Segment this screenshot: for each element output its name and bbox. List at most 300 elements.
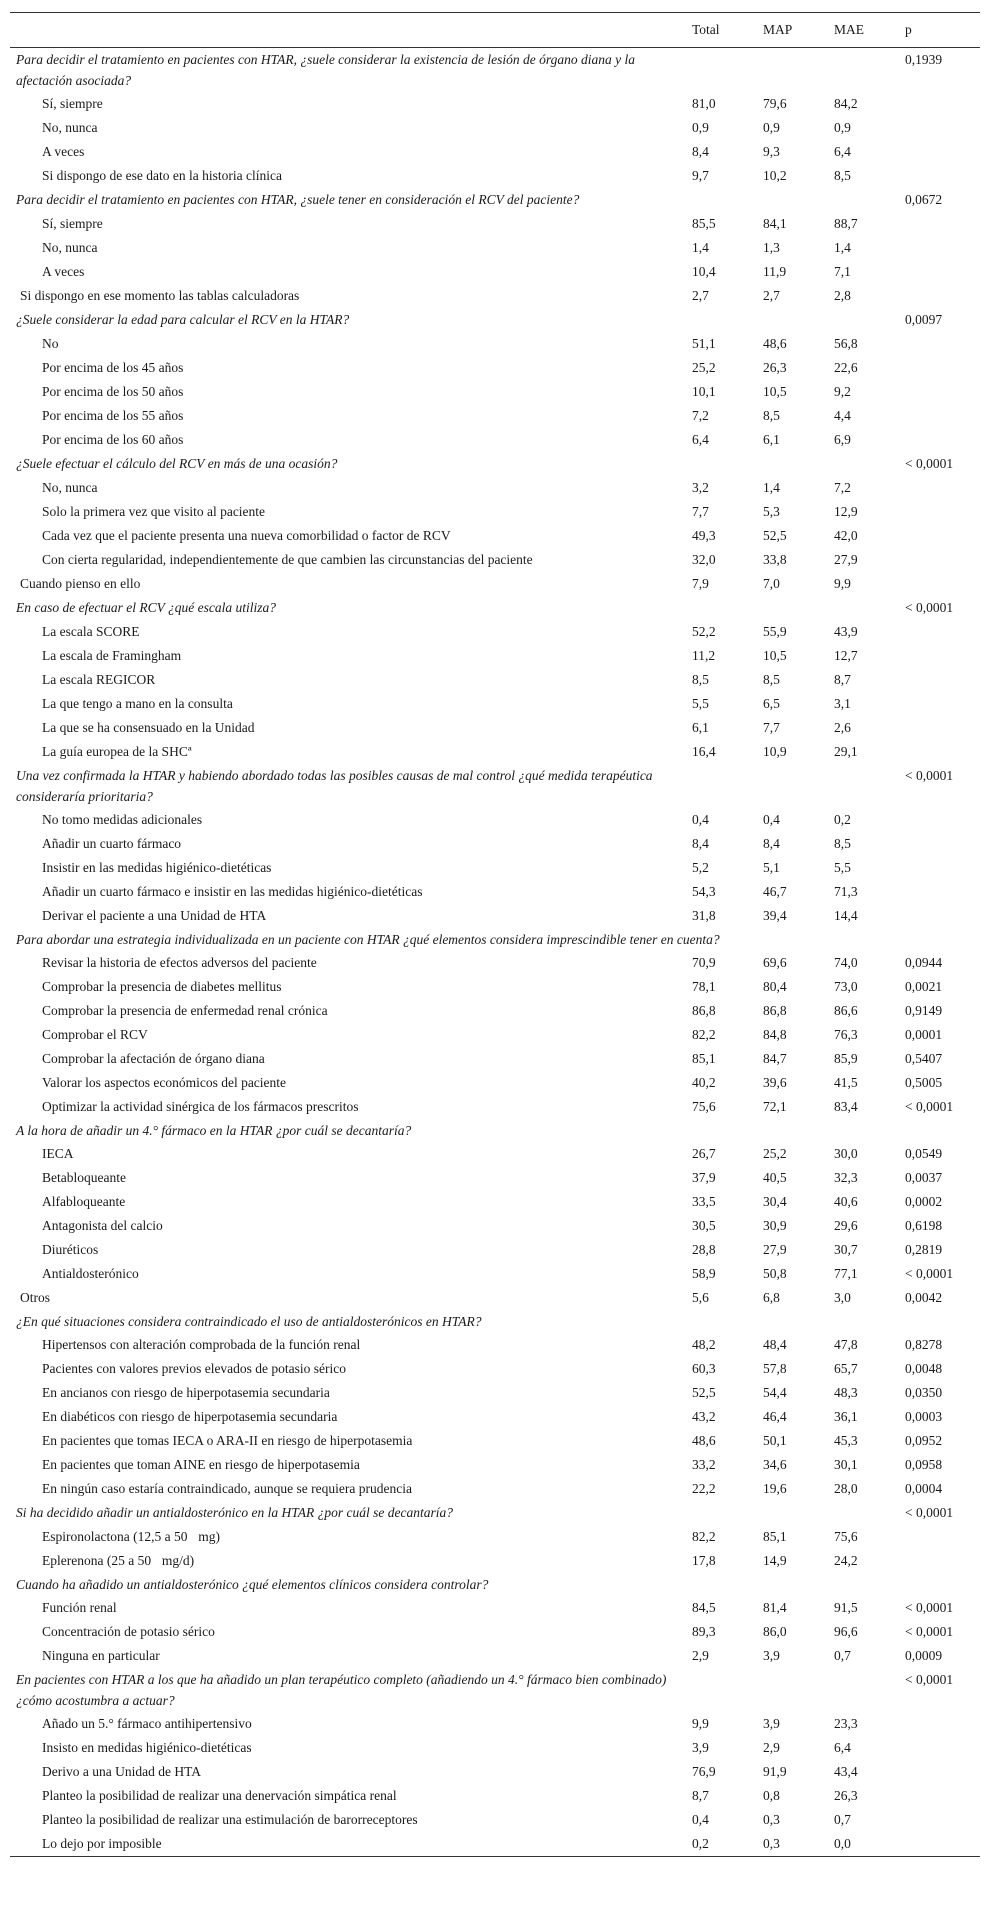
- cell-p: [899, 356, 980, 380]
- answer-label: Eplerenona (25 a 50 mg/d): [42, 1553, 195, 1568]
- question-row: [10, 1501, 980, 1525]
- cell-map: 0,4: [763, 812, 780, 827]
- cell-p: [899, 164, 980, 188]
- cell-total: 6,4: [692, 432, 709, 447]
- question-label: Cuando ha añadido un antialdosterónico ¿qué elementos clínicos considera controlar?: [16, 1577, 489, 1592]
- cell-p: 0,0042: [905, 1290, 943, 1305]
- cell-map: 33,8: [763, 552, 787, 567]
- cell-map: 14,9: [763, 1553, 787, 1568]
- cell-total: 0,9: [692, 120, 709, 135]
- cell-total: 30,5: [692, 1218, 716, 1233]
- answer-label: Por encima de los 60 años: [42, 432, 184, 447]
- cell-map: [757, 1119, 828, 1142]
- cell-mae: 9,9: [834, 576, 851, 591]
- survey-results-table: [10, 12, 980, 1857]
- cell-p: 0,0350: [905, 1385, 943, 1400]
- answer-label: No tomo medidas adicionales: [42, 812, 203, 827]
- cell-total: 7,2: [692, 408, 709, 423]
- cell-map: 86,8: [763, 1003, 787, 1018]
- cell-map: 10,2: [763, 168, 787, 183]
- cell-total: [686, 1501, 757, 1525]
- answer-label: Comprobar la afectación de órgano diana: [42, 1051, 265, 1066]
- cell-mae: [828, 596, 899, 620]
- cell-p: 0,0002: [905, 1194, 943, 1209]
- answer-label: Si dispongo en ese momento las tablas calculadoras: [20, 288, 300, 303]
- cell-total: 28,8: [692, 1242, 716, 1257]
- answer-label: Derivo a una Unidad de HTA: [42, 1764, 201, 1779]
- question-label: Si ha decidido añadir un antialdosterónico en la HTAR ¿por cuál se decantaría?: [16, 1505, 453, 1520]
- cell-mae: 32,3: [834, 1170, 858, 1185]
- cell-total: 75,6: [692, 1099, 716, 1114]
- answer-label: Derivar el paciente a una Unidad de HTA: [42, 908, 267, 923]
- answer-row: [10, 1832, 980, 1857]
- cell-p: 0,2819: [905, 1242, 943, 1257]
- answer-label: Cuando pienso en ello: [20, 576, 141, 591]
- cell-mae: 14,4: [834, 908, 858, 923]
- cell-mae: 0,7: [834, 1648, 851, 1663]
- question-row: [10, 928, 980, 951]
- cell-p: < 0,0001: [905, 1672, 954, 1687]
- question-row: [10, 188, 980, 212]
- cell-p: [899, 692, 980, 716]
- cell-p: [899, 92, 980, 116]
- cell-mae: 77,1: [834, 1266, 858, 1281]
- cell-map: 48,6: [763, 336, 787, 351]
- answer-label: A veces: [42, 144, 85, 159]
- cell-total: 3,9: [692, 1740, 709, 1755]
- question-label: En pacientes con HTAR a los que ha añadido un plan terapéutico completo (añadiendo un 4.° fármaco bien combinado) ¿cómo acostumbra a actuar?: [16, 1672, 667, 1708]
- cell-map: [757, 596, 828, 620]
- cell-map: 11,9: [763, 264, 787, 279]
- cell-p: [899, 880, 980, 904]
- cell-total: [686, 48, 757, 93]
- cell-total: 1,4: [692, 240, 709, 255]
- cell-mae: 65,7: [834, 1361, 858, 1376]
- cell-map: [757, 48, 828, 93]
- question-row: [10, 452, 980, 476]
- cell-mae: 30,1: [834, 1457, 858, 1472]
- cell-map: 10,5: [763, 384, 787, 399]
- answer-label: Otros: [20, 1290, 50, 1305]
- cell-p: [899, 856, 980, 880]
- cell-total: [686, 188, 757, 212]
- answer-label: Insistir en las medidas higiénico-dietéticas: [42, 860, 272, 875]
- cell-map: 3,9: [763, 1716, 780, 1731]
- cell-total: 33,5: [692, 1194, 716, 1209]
- cell-p: < 0,0001: [905, 1624, 954, 1639]
- cell-p: [899, 116, 980, 140]
- answer-label: Betabloqueante: [42, 1170, 126, 1185]
- cell-mae: 8,5: [834, 836, 851, 851]
- cell-total: 9,7: [692, 168, 709, 183]
- cell-map: 84,1: [763, 216, 787, 231]
- answer-label: En pacientes que tomas IECA o ARA-II en riesgo de hiperpotasemia: [42, 1433, 413, 1448]
- cell-total: 89,3: [692, 1624, 716, 1639]
- cell-mae: 9,2: [834, 384, 851, 399]
- cell-mae: 6,9: [834, 432, 851, 447]
- cell-p: < 0,0001: [905, 1505, 954, 1520]
- cell-map: [757, 452, 828, 476]
- cell-p: < 0,0001: [905, 1099, 954, 1114]
- cell-total: 31,8: [692, 908, 716, 923]
- answer-row: [10, 1071, 980, 1095]
- cell-map: 8,4: [763, 836, 780, 851]
- cell-p: < 0,0001: [905, 600, 954, 615]
- answer-row: [10, 548, 980, 572]
- cell-p: 0,0958: [905, 1457, 943, 1472]
- cell-total: 25,2: [692, 360, 716, 375]
- answer-row: [10, 428, 980, 452]
- cell-mae: 74,0: [834, 955, 858, 970]
- answer-label: A veces: [42, 264, 85, 279]
- cell-mae: 76,3: [834, 1027, 858, 1042]
- question-label: ¿En qué situaciones considera contraindicado el uso de antialdosterónicos en HTAR?: [16, 1314, 482, 1329]
- cell-p: [899, 1784, 980, 1808]
- cell-mae: 5,5: [834, 860, 851, 875]
- cell-total: 78,1: [692, 979, 716, 994]
- answer-row: [10, 404, 980, 428]
- cell-p: 0,0549: [905, 1146, 943, 1161]
- answer-row: [10, 1808, 980, 1832]
- answer-row: [10, 1405, 980, 1429]
- answer-label: En ancianos con riesgo de hiperpotasemia secundaria: [42, 1385, 330, 1400]
- cell-p: [899, 1119, 980, 1142]
- cell-map: 84,8: [763, 1027, 787, 1042]
- cell-map: 34,6: [763, 1457, 787, 1472]
- answer-label: En pacientes que toman AINE en riesgo de hiperpotasemia: [42, 1457, 360, 1472]
- question-row: [10, 308, 980, 332]
- cell-total: 5,6: [692, 1290, 709, 1305]
- cell-p: 0,5407: [905, 1051, 943, 1066]
- question-label: Una vez confirmada la HTAR y habiendo abordado todas las posibles causas de mal control ¿qué medida terapéutica consideraría prioritaria?: [16, 768, 653, 804]
- cell-total: 82,2: [692, 1529, 716, 1544]
- cell-mae: [828, 308, 899, 332]
- answer-label: Optimizar la actividad sinérgica de los fármacos prescritos: [42, 1099, 359, 1114]
- cell-mae: [828, 764, 899, 808]
- answer-label: Pacientes con valores previos elevados de potasio sérico: [42, 1361, 347, 1376]
- cell-total: 85,5: [692, 216, 716, 231]
- answer-label: Lo dejo por imposible: [42, 1836, 162, 1851]
- cell-mae: 26,3: [834, 1788, 858, 1803]
- cell-total: 5,2: [692, 860, 709, 875]
- cell-p: 0,0097: [905, 312, 943, 327]
- answer-label: Por encima de los 55 años: [42, 408, 184, 423]
- answer-row: [10, 1736, 980, 1760]
- cell-p: [899, 236, 980, 260]
- cell-map: 39,4: [763, 908, 787, 923]
- cell-mae: 3,0: [834, 1290, 851, 1305]
- answer-row: [10, 1453, 980, 1477]
- answer-row: [10, 140, 980, 164]
- cell-p: [899, 644, 980, 668]
- answer-row: [10, 668, 980, 692]
- cell-p: < 0,0001: [905, 1266, 954, 1281]
- answer-label: La escala REGICOR: [42, 672, 156, 687]
- answer-label: Diuréticos: [42, 1242, 99, 1257]
- cell-total: 51,1: [692, 336, 716, 351]
- answer-row: [10, 1549, 980, 1573]
- cell-mae: 7,2: [834, 480, 851, 495]
- cell-map: 3,9: [763, 1648, 780, 1663]
- cell-mae: 83,4: [834, 1099, 858, 1114]
- cell-map: 91,9: [763, 1764, 787, 1779]
- answer-row: [10, 1190, 980, 1214]
- question-row: [10, 48, 980, 93]
- cell-p: 0,0944: [905, 955, 943, 970]
- cell-mae: [828, 1573, 899, 1596]
- cell-p: < 0,0001: [905, 1600, 954, 1615]
- cell-total: 7,9: [692, 576, 709, 591]
- cell-mae: 24,2: [834, 1553, 858, 1568]
- cell-mae: 28,0: [834, 1481, 858, 1496]
- cell-total: 32,0: [692, 552, 716, 567]
- question-row: [10, 1310, 980, 1333]
- cell-total: 48,2: [692, 1337, 716, 1352]
- answer-row: [10, 1712, 980, 1736]
- cell-map: 48,4: [763, 1337, 787, 1352]
- cell-p: [899, 500, 980, 524]
- cell-p: [899, 1712, 980, 1736]
- cell-total: [686, 308, 757, 332]
- answer-row: [10, 716, 980, 740]
- cell-map: 6,8: [763, 1290, 780, 1305]
- answer-row: [10, 524, 980, 548]
- cell-mae: [828, 1310, 899, 1333]
- answer-row: [10, 1760, 980, 1784]
- cell-map: 30,4: [763, 1194, 787, 1209]
- answer-label: Planteo la posibilidad de realizar una estimulación de barorreceptores: [42, 1812, 418, 1827]
- cell-p: 0,6198: [905, 1218, 943, 1233]
- answer-label: No, nunca: [42, 240, 98, 255]
- answer-row: [10, 904, 980, 928]
- cell-p: [899, 808, 980, 832]
- cell-p: [899, 332, 980, 356]
- answer-label: En diabéticos con riesgo de hiperpotasemia secundaria: [42, 1409, 338, 1424]
- cell-map: [757, 1573, 828, 1596]
- cell-p: [899, 1736, 980, 1760]
- cell-mae: 71,3: [834, 884, 858, 899]
- cell-total: 8,5: [692, 672, 709, 687]
- cell-total: 0,4: [692, 1812, 709, 1827]
- cell-mae: 22,6: [834, 360, 858, 375]
- answer-row: [10, 740, 980, 764]
- cell-mae: 23,3: [834, 1716, 858, 1731]
- cell-map: 0,3: [763, 1812, 780, 1827]
- cell-p: [899, 716, 980, 740]
- cell-mae: 7,1: [834, 264, 851, 279]
- cell-total: [686, 596, 757, 620]
- answer-label: Espironolactona (12,5 a 50 mg): [42, 1529, 221, 1544]
- answer-label: Comprobar la presencia de enfermedad renal crónica: [42, 1003, 328, 1018]
- answer-label: La escala de Framingham: [42, 648, 182, 663]
- cell-p: 0,0672: [905, 192, 943, 207]
- header-p: p: [905, 22, 912, 37]
- cell-p: 0,0048: [905, 1361, 943, 1376]
- cell-p: 0,5005: [905, 1075, 943, 1090]
- cell-mae: 45,3: [834, 1433, 858, 1448]
- cell-map: 1,3: [763, 240, 780, 255]
- answer-label: Añado un 5.° fármaco antihipertensivo: [42, 1716, 252, 1731]
- cell-total: 16,4: [692, 744, 716, 759]
- answer-label: Añadir un cuarto fármaco e insistir en las medidas higiénico-dietéticas: [42, 884, 423, 899]
- cell-total: 22,2: [692, 1481, 716, 1496]
- cell-mae: 91,5: [834, 1600, 858, 1615]
- cell-map: 40,5: [763, 1170, 787, 1185]
- cell-mae: 3,1: [834, 696, 851, 711]
- cell-p: [899, 260, 980, 284]
- cell-mae: 27,9: [834, 552, 858, 567]
- answer-label: La guía europea de la SHCª: [42, 744, 192, 759]
- answer-row: [10, 1047, 980, 1071]
- cell-mae: 6,4: [834, 1740, 851, 1755]
- cell-mae: 86,6: [834, 1003, 858, 1018]
- answer-row: [10, 1023, 980, 1047]
- cell-mae: 0,0: [834, 1836, 851, 1851]
- cell-p: [899, 380, 980, 404]
- cell-map: 55,9: [763, 624, 787, 639]
- question-row: [10, 1668, 980, 1712]
- answer-label: Revisar la historia de efectos adversos del paciente: [42, 955, 317, 970]
- cell-mae: [828, 452, 899, 476]
- cell-p: [899, 740, 980, 764]
- cell-map: 9,3: [763, 144, 780, 159]
- answer-row: [10, 1784, 980, 1808]
- cell-p: [899, 1832, 980, 1857]
- cell-total: 0,4: [692, 812, 709, 827]
- cell-total: 43,2: [692, 1409, 716, 1424]
- cell-mae: 30,0: [834, 1146, 858, 1161]
- answer-row: [10, 164, 980, 188]
- cell-mae: 41,5: [834, 1075, 858, 1090]
- cell-map: 84,7: [763, 1051, 787, 1066]
- question-label: Para decidir el tratamiento en pacientes con HTAR, ¿suele tener en consideración el RCV del paciente?: [16, 192, 580, 207]
- answer-label: No, nunca: [42, 480, 98, 495]
- answer-label: Por encima de los 50 años: [42, 384, 184, 399]
- cell-total: 8,4: [692, 836, 709, 851]
- answer-label: Antagonista del calcio: [42, 1218, 163, 1233]
- cell-map: 19,6: [763, 1481, 787, 1496]
- cell-map: 6,5: [763, 696, 780, 711]
- answer-row: [10, 1477, 980, 1501]
- cell-p: [899, 212, 980, 236]
- cell-mae: 12,7: [834, 648, 858, 663]
- answer-label: Sí, siempre: [42, 96, 103, 111]
- cell-p: < 0,0001: [905, 456, 954, 471]
- table-header-row: [10, 13, 980, 48]
- answer-row: [10, 1620, 980, 1644]
- cell-total: 86,8: [692, 1003, 716, 1018]
- cell-total: 85,1: [692, 1051, 716, 1066]
- answer-row: [10, 808, 980, 832]
- header-total: Total: [692, 22, 720, 37]
- answer-row: [10, 1644, 980, 1668]
- cell-map: 54,4: [763, 1385, 787, 1400]
- cell-p: [899, 1310, 980, 1333]
- cell-total: [686, 1119, 757, 1142]
- cell-map: 57,8: [763, 1361, 787, 1376]
- answer-row: [10, 1262, 980, 1286]
- cell-total: 8,4: [692, 144, 709, 159]
- cell-p: 0,0009: [905, 1648, 943, 1663]
- cell-mae: 56,8: [834, 336, 858, 351]
- cell-total: 84,5: [692, 1600, 716, 1615]
- question-label: Para abordar una estrategia individualizada en un paciente con HTAR ¿qué elementos considera imprescindible tener en cuenta?: [16, 932, 720, 947]
- answer-label: La escala SCORE: [42, 624, 140, 639]
- cell-total: 9,9: [692, 1716, 709, 1731]
- cell-p: [899, 140, 980, 164]
- answer-row: [10, 620, 980, 644]
- cell-map: 81,4: [763, 1600, 787, 1615]
- cell-p: 0,8278: [905, 1337, 943, 1352]
- cell-map: 27,9: [763, 1242, 787, 1257]
- cell-total: [686, 764, 757, 808]
- cell-mae: [828, 1119, 899, 1142]
- cell-map: 7,0: [763, 576, 780, 591]
- cell-total: 8,7: [692, 1788, 709, 1803]
- answer-row: [10, 1286, 980, 1310]
- answer-row: [10, 856, 980, 880]
- answer-row: [10, 1333, 980, 1357]
- cell-total: 10,4: [692, 264, 716, 279]
- cell-p: [899, 572, 980, 596]
- question-row: [10, 1573, 980, 1596]
- cell-mae: 30,7: [834, 1242, 858, 1257]
- answer-row: [10, 975, 980, 999]
- answer-label: Por encima de los 45 años: [42, 360, 184, 375]
- answer-label: La que tengo a mano en la consulta: [42, 696, 233, 711]
- cell-map: 6,1: [763, 432, 780, 447]
- answer-label: Función renal: [42, 1600, 117, 1615]
- cell-mae: 88,7: [834, 216, 858, 231]
- table-body: [10, 48, 980, 1857]
- cell-p: 0,0004: [905, 1481, 943, 1496]
- answer-row: [10, 692, 980, 716]
- cell-map: [757, 188, 828, 212]
- answer-label: Concentración de potasio sérico: [42, 1624, 215, 1639]
- cell-total: 82,2: [692, 1027, 716, 1042]
- answer-row: [10, 476, 980, 500]
- answer-row: [10, 572, 980, 596]
- cell-map: 30,9: [763, 1218, 787, 1233]
- cell-p: [899, 832, 980, 856]
- answer-row: [10, 1214, 980, 1238]
- cell-mae: [828, 48, 899, 93]
- answer-row: [10, 1429, 980, 1453]
- cell-total: 7,7: [692, 504, 709, 519]
- cell-p: 0,0021: [905, 979, 943, 994]
- answer-row: [10, 1381, 980, 1405]
- cell-total: 49,3: [692, 528, 716, 543]
- answer-label: Con cierta regularidad, independientemente de que cambien las circunstancias del paciente: [42, 552, 533, 567]
- cell-mae: 48,3: [834, 1385, 858, 1400]
- cell-map: 0,9: [763, 120, 780, 135]
- question-label: ¿Suele efectuar el cálculo del RCV en más de una ocasión?: [16, 456, 338, 471]
- cell-total: 58,9: [692, 1266, 716, 1281]
- answer-label: IECA: [42, 1146, 74, 1161]
- cell-total: 26,7: [692, 1146, 716, 1161]
- cell-map: 1,4: [763, 480, 780, 495]
- cell-total: [686, 452, 757, 476]
- cell-p: [899, 1808, 980, 1832]
- cell-map: 2,9: [763, 1740, 780, 1755]
- cell-map: 72,1: [763, 1099, 787, 1114]
- cell-total: 17,8: [692, 1553, 716, 1568]
- cell-total: 81,0: [692, 96, 716, 111]
- answer-row: [10, 380, 980, 404]
- answer-row: [10, 284, 980, 308]
- cell-p: [899, 620, 980, 644]
- cell-mae: 8,7: [834, 672, 851, 687]
